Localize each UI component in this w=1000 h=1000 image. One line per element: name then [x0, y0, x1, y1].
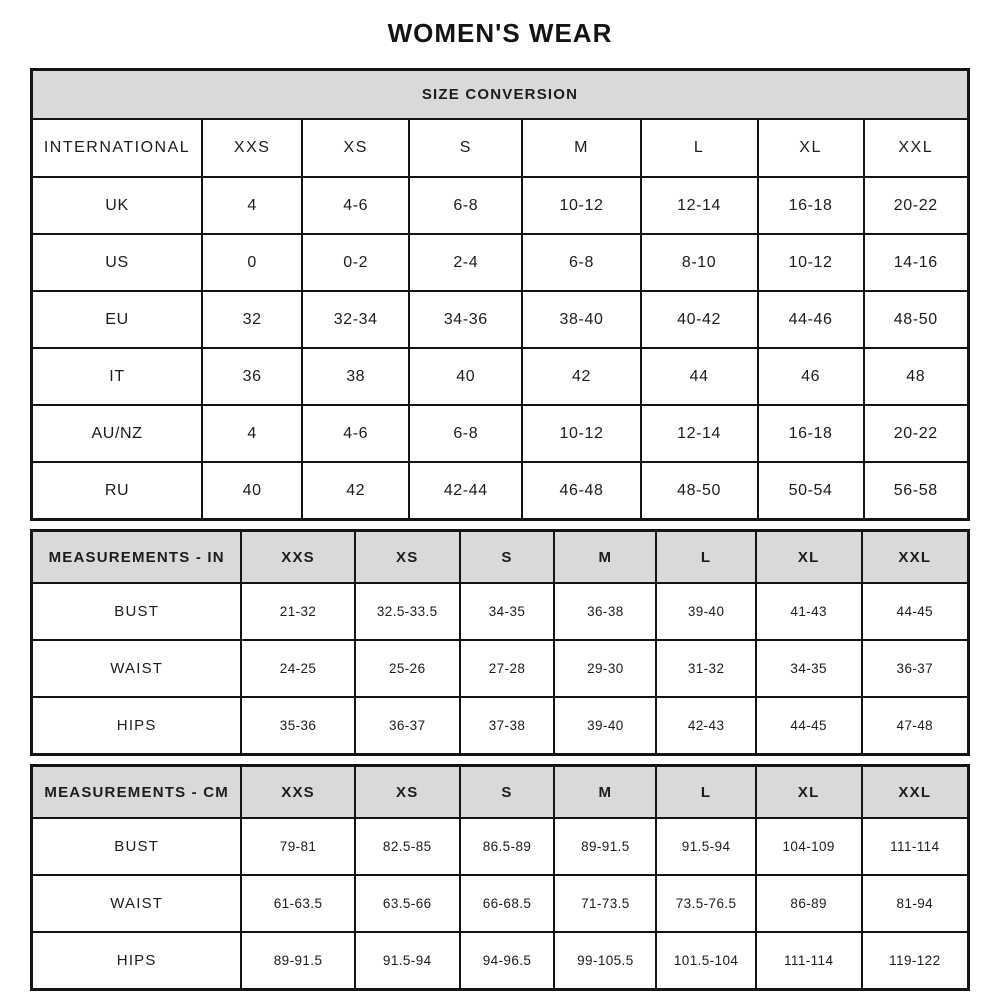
size-conversion-table	[30, 68, 970, 521]
value-cell: 27-28	[460, 640, 555, 697]
value-cell: 34-35	[460, 583, 555, 640]
value-cell: 47-48	[862, 697, 969, 755]
value-cell: 34-36	[409, 291, 522, 348]
value-cell: 99-105.5	[554, 932, 656, 990]
value-cell: 48-50	[641, 462, 758, 520]
value-cell: 0-2	[302, 234, 409, 291]
value-cell: 10-12	[758, 234, 864, 291]
value-cell: 40-42	[641, 291, 758, 348]
value-cell: 21-32	[241, 583, 354, 640]
value-cell: 36-37	[355, 697, 460, 755]
value-cell: 20-22	[864, 405, 969, 462]
value-cell: 91.5-94	[355, 932, 460, 990]
column-header: XS	[355, 531, 460, 584]
table-gap	[30, 756, 970, 764]
value-cell: 10-12	[522, 405, 640, 462]
column-header: INTERNATIONAL	[32, 119, 203, 177]
value-cell: 39-40	[656, 583, 755, 640]
value-cell: 4	[202, 177, 302, 234]
value-cell: 32-34	[302, 291, 409, 348]
table-row	[32, 234, 969, 291]
table-row	[32, 291, 969, 348]
measurements-in-body	[32, 531, 969, 755]
value-cell: 82.5-85	[355, 818, 460, 875]
measurements-cm-table	[30, 764, 970, 991]
value-cell: 34-35	[756, 640, 862, 697]
value-cell: 111-114	[862, 818, 969, 875]
value-cell: 91.5-94	[656, 818, 755, 875]
value-cell: 38-40	[522, 291, 640, 348]
value-cell: 29-30	[554, 640, 656, 697]
row-label: WAIST	[32, 640, 242, 697]
row-label: WAIST	[32, 875, 242, 932]
column-header: S	[409, 119, 522, 177]
value-cell: 32	[202, 291, 302, 348]
value-cell: 36-37	[862, 640, 969, 697]
column-header: XXL	[862, 531, 969, 584]
value-cell: 8-10	[641, 234, 758, 291]
value-cell: 48-50	[864, 291, 969, 348]
value-cell: 0	[202, 234, 302, 291]
table-row	[32, 697, 969, 755]
value-cell: 56-58	[864, 462, 969, 520]
value-cell: 44-45	[862, 583, 969, 640]
table-header-label: MEASUREMENTS - CM	[32, 766, 242, 819]
value-cell: 73.5-76.5	[656, 875, 755, 932]
column-header: XXS	[241, 531, 354, 584]
value-cell: 104-109	[756, 818, 862, 875]
value-cell: 14-16	[864, 234, 969, 291]
value-cell: 66-68.5	[460, 875, 555, 932]
value-cell: 16-18	[758, 405, 864, 462]
value-cell: 79-81	[241, 818, 354, 875]
value-cell: 20-22	[864, 177, 969, 234]
table-header-row	[32, 766, 969, 819]
value-cell: 89-91.5	[554, 818, 656, 875]
table-row	[32, 177, 969, 234]
value-cell: 12-14	[641, 177, 758, 234]
row-label: HIPS	[32, 697, 242, 755]
value-cell: 35-36	[241, 697, 354, 755]
column-header: L	[656, 531, 755, 584]
size-conversion-header: SIZE CONVERSION	[32, 70, 969, 120]
value-cell: 50-54	[758, 462, 864, 520]
measurements-in-table	[30, 529, 970, 756]
value-cell: 39-40	[554, 697, 656, 755]
value-cell: 42-44	[409, 462, 522, 520]
value-cell: 4	[202, 405, 302, 462]
value-cell: 71-73.5	[554, 875, 656, 932]
value-cell: 37-38	[460, 697, 555, 755]
row-label: IT	[32, 348, 203, 405]
measurements-cm-body	[32, 766, 969, 990]
row-label: HIPS	[32, 932, 242, 990]
value-cell: 46	[758, 348, 864, 405]
value-cell: 61-63.5	[241, 875, 354, 932]
column-header: XL	[756, 766, 862, 819]
value-cell: 12-14	[641, 405, 758, 462]
value-cell: 25-26	[355, 640, 460, 697]
value-cell: 94-96.5	[460, 932, 555, 990]
table-header-label: MEASUREMENTS - IN	[32, 531, 242, 584]
table-row	[32, 818, 969, 875]
value-cell: 4-6	[302, 405, 409, 462]
value-cell: 4-6	[302, 177, 409, 234]
column-header: M	[522, 119, 640, 177]
table-row	[32, 640, 969, 697]
row-label: BUST	[32, 818, 242, 875]
value-cell: 42	[302, 462, 409, 520]
value-cell: 41-43	[756, 583, 862, 640]
value-cell: 10-12	[522, 177, 640, 234]
row-label: AU/NZ	[32, 405, 203, 462]
value-cell: 40	[409, 348, 522, 405]
value-cell: 31-32	[656, 640, 755, 697]
column-header: XXS	[241, 766, 354, 819]
table-row	[32, 405, 969, 462]
column-header: XL	[758, 119, 864, 177]
value-cell: 44-45	[756, 697, 862, 755]
value-cell: 36-38	[554, 583, 656, 640]
row-label: US	[32, 234, 203, 291]
value-cell: 16-18	[758, 177, 864, 234]
table-row	[32, 932, 969, 990]
value-cell: 48	[864, 348, 969, 405]
row-label: BUST	[32, 583, 242, 640]
value-cell: 36	[202, 348, 302, 405]
column-header: L	[641, 119, 758, 177]
page-title: WOMEN'S WEAR	[387, 18, 613, 48]
value-cell: 44-46	[758, 291, 864, 348]
value-cell: 86.5-89	[460, 818, 555, 875]
value-cell: 119-122	[862, 932, 969, 990]
column-header: S	[460, 766, 555, 819]
table-gap	[30, 521, 970, 529]
value-cell: 2-4	[409, 234, 522, 291]
value-cell: 42	[522, 348, 640, 405]
value-cell: 86-89	[756, 875, 862, 932]
table-row	[32, 875, 969, 932]
value-cell: 38	[302, 348, 409, 405]
column-header: L	[656, 766, 755, 819]
value-cell: 81-94	[862, 875, 969, 932]
value-cell: 44	[641, 348, 758, 405]
column-header: M	[554, 531, 656, 584]
column-header: XXL	[862, 766, 969, 819]
column-header: S	[460, 531, 555, 584]
row-label: RU	[32, 462, 203, 520]
value-cell: 32.5-33.5	[355, 583, 460, 640]
column-header: XS	[302, 119, 409, 177]
table-row	[32, 348, 969, 405]
value-cell: 101.5-104	[656, 932, 755, 990]
row-label: EU	[32, 291, 203, 348]
table-header-row	[32, 531, 969, 584]
column-header: M	[554, 766, 656, 819]
column-header: XXS	[202, 119, 302, 177]
value-cell: 89-91.5	[241, 932, 354, 990]
table-row	[32, 462, 969, 520]
table-row	[32, 583, 969, 640]
size-conversion-body	[32, 70, 969, 520]
column-header: XL	[756, 531, 862, 584]
value-cell: 40	[202, 462, 302, 520]
value-cell: 46-48	[522, 462, 640, 520]
row-label: UK	[32, 177, 203, 234]
value-cell: 6-8	[409, 177, 522, 234]
column-header: XXL	[864, 119, 969, 177]
value-cell: 6-8	[522, 234, 640, 291]
size-conversion-header-row	[32, 70, 969, 120]
value-cell: 6-8	[409, 405, 522, 462]
value-cell: 111-114	[756, 932, 862, 990]
value-cell: 63.5-66	[355, 875, 460, 932]
value-cell: 42-43	[656, 697, 755, 755]
column-header-row	[32, 119, 969, 177]
value-cell: 24-25	[241, 640, 354, 697]
column-header: XS	[355, 766, 460, 819]
